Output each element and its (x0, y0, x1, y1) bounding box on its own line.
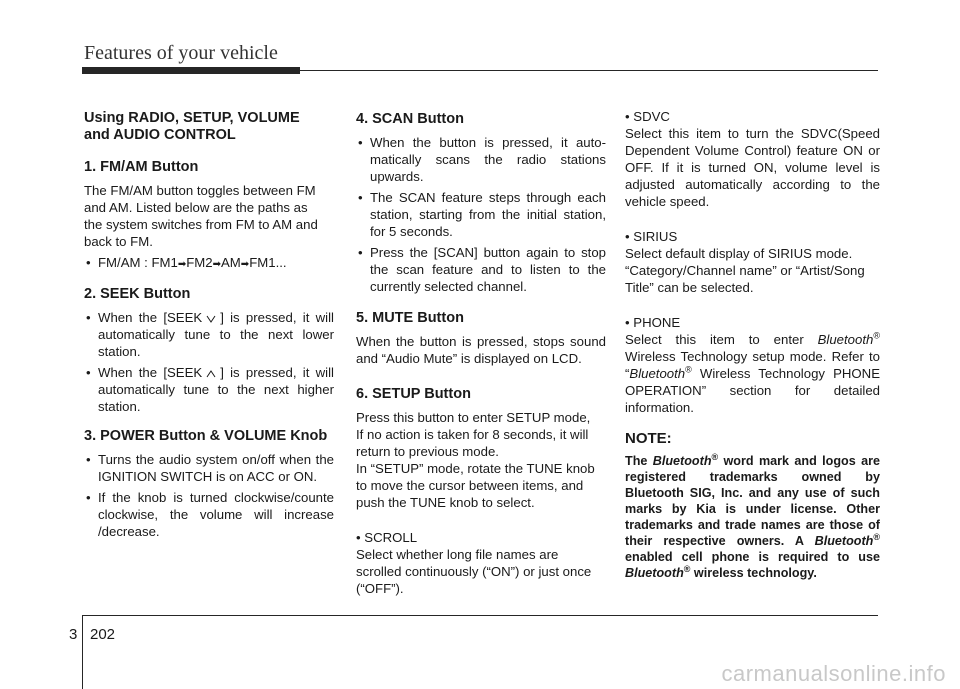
scan-heading: 4. SCAN Button (356, 111, 464, 127)
chevron-up-icon (206, 369, 216, 379)
fm-am-path: • FM/AM : FM1➡FM2➡AM➡FM1... (84, 254, 334, 273)
watermark: carmanualsonline.info (721, 661, 946, 686)
phone-label: • PHONE (625, 315, 681, 330)
column-2 (356, 108, 606, 601)
column-3 (625, 108, 880, 585)
phone-description: Select this item to enter Bluetooth® Wireless Technology setup mode. Refer to “Bluetooth® Wireless Technology PHONE OPERATION” section for detailed information. (625, 330, 880, 415)
seek-heading: 2. SEEK Button (84, 286, 191, 302)
sirius-description-1: Select default display of SIRIUS mode. (625, 246, 853, 261)
scan-item-2: • The SCAN feature steps through each station, starting from the initial station, for 5 seconds. (356, 189, 606, 240)
page-number: 202 (90, 626, 116, 643)
footer-rule (82, 615, 878, 616)
fm-am-list (84, 254, 334, 273)
sdvc-description: Select this item to turn the SDVC(Speed Dependent Volume Control) feature ON or OFF. If it is turned ON, volume level is adjusted automatically according to the vehicle speed. (625, 126, 880, 209)
column-1 (84, 108, 334, 552)
scan-list (356, 134, 606, 295)
fm-am-heading: 1. FM/AM Button (84, 159, 199, 175)
footer-divider (82, 615, 83, 689)
mute-heading: 5. MUTE Button (356, 310, 464, 326)
page-header-title: Features of your vehicle (84, 42, 278, 64)
note-text: The Bluetooth® word mark and logos are registered trademarks owned by Bluetooth SIG, Inc. and any use of such marks by Kia is under license. Other trademarks and trade names are those of their respective owners. A Bluetooth® enabled cell phone is required to use Bluetooth® wireless technology. (625, 451, 880, 580)
volume-item: • If the knob is turned clockwise/counte clockwise, the volume will increase /decrease. (84, 489, 334, 540)
power-volume-list (84, 451, 334, 540)
scan-item-1: • When the button is pressed, it auto-matically scans the radio stations upwards. (356, 134, 606, 185)
note-heading: NOTE: (625, 430, 672, 447)
arrow-right-icon: ➡ (240, 259, 250, 270)
power-volume-heading: 3. POWER Button & VOLUME Knob (84, 428, 328, 444)
sirius-description-2: “Category/Channel name” or “Artist/Song Title” can be selected. (625, 263, 865, 295)
mute-description: When the button is pressed, stops sound and “Audio Mute” is displayed on LCD. (356, 334, 606, 366)
header-rule (82, 70, 878, 71)
setup-heading: 6. SETUP Button (356, 386, 471, 402)
seek-up-item: • When the [SEEK ] is pressed, it will automatically tune to the next higher station. (84, 364, 334, 415)
arrow-right-icon: ➡ (177, 259, 187, 270)
scan-item-3: • Press the [SCAN] button again to stop the scan feature and to listen to the currently selected channel. (356, 244, 606, 295)
scroll-label: • SCROLL (356, 530, 418, 545)
power-item: • Turns the audio system on/off when the IGNITION SWITCH is on ACC or ON. (84, 451, 334, 485)
fm-am-description: The FM/AM button toggles between FM and AM. Listed below are the paths as the system switches from FM to AM and back to FM. (84, 183, 318, 249)
chevron-down-icon (206, 314, 216, 324)
seek-list (84, 309, 334, 415)
sirius-label: • SIRIUS (625, 229, 678, 244)
sdvc-label: • SDVC (625, 109, 670, 124)
arrow-right-icon: ➡ (212, 259, 222, 270)
seek-down-item: • When the [SEEK ] is pressed, it will automatically tune to the next lower station. (84, 309, 334, 360)
scroll-description: Select whether long file names are scrolled continuously (“ON”) or just once (“OFF”). (356, 547, 592, 596)
main-heading: Using RADIO, SETUP, VOLUME and AUDIO CONTROL (84, 110, 300, 143)
chapter-number: 3 (69, 626, 78, 643)
setup-description: Press this button to enter SETUP mode, If no action is taken for 8 seconds, it will return to previous mode. In “SETUP” mode, rotate the TUNE knob to move the cursor between items, and push the TUNE knob to select. (356, 410, 595, 510)
